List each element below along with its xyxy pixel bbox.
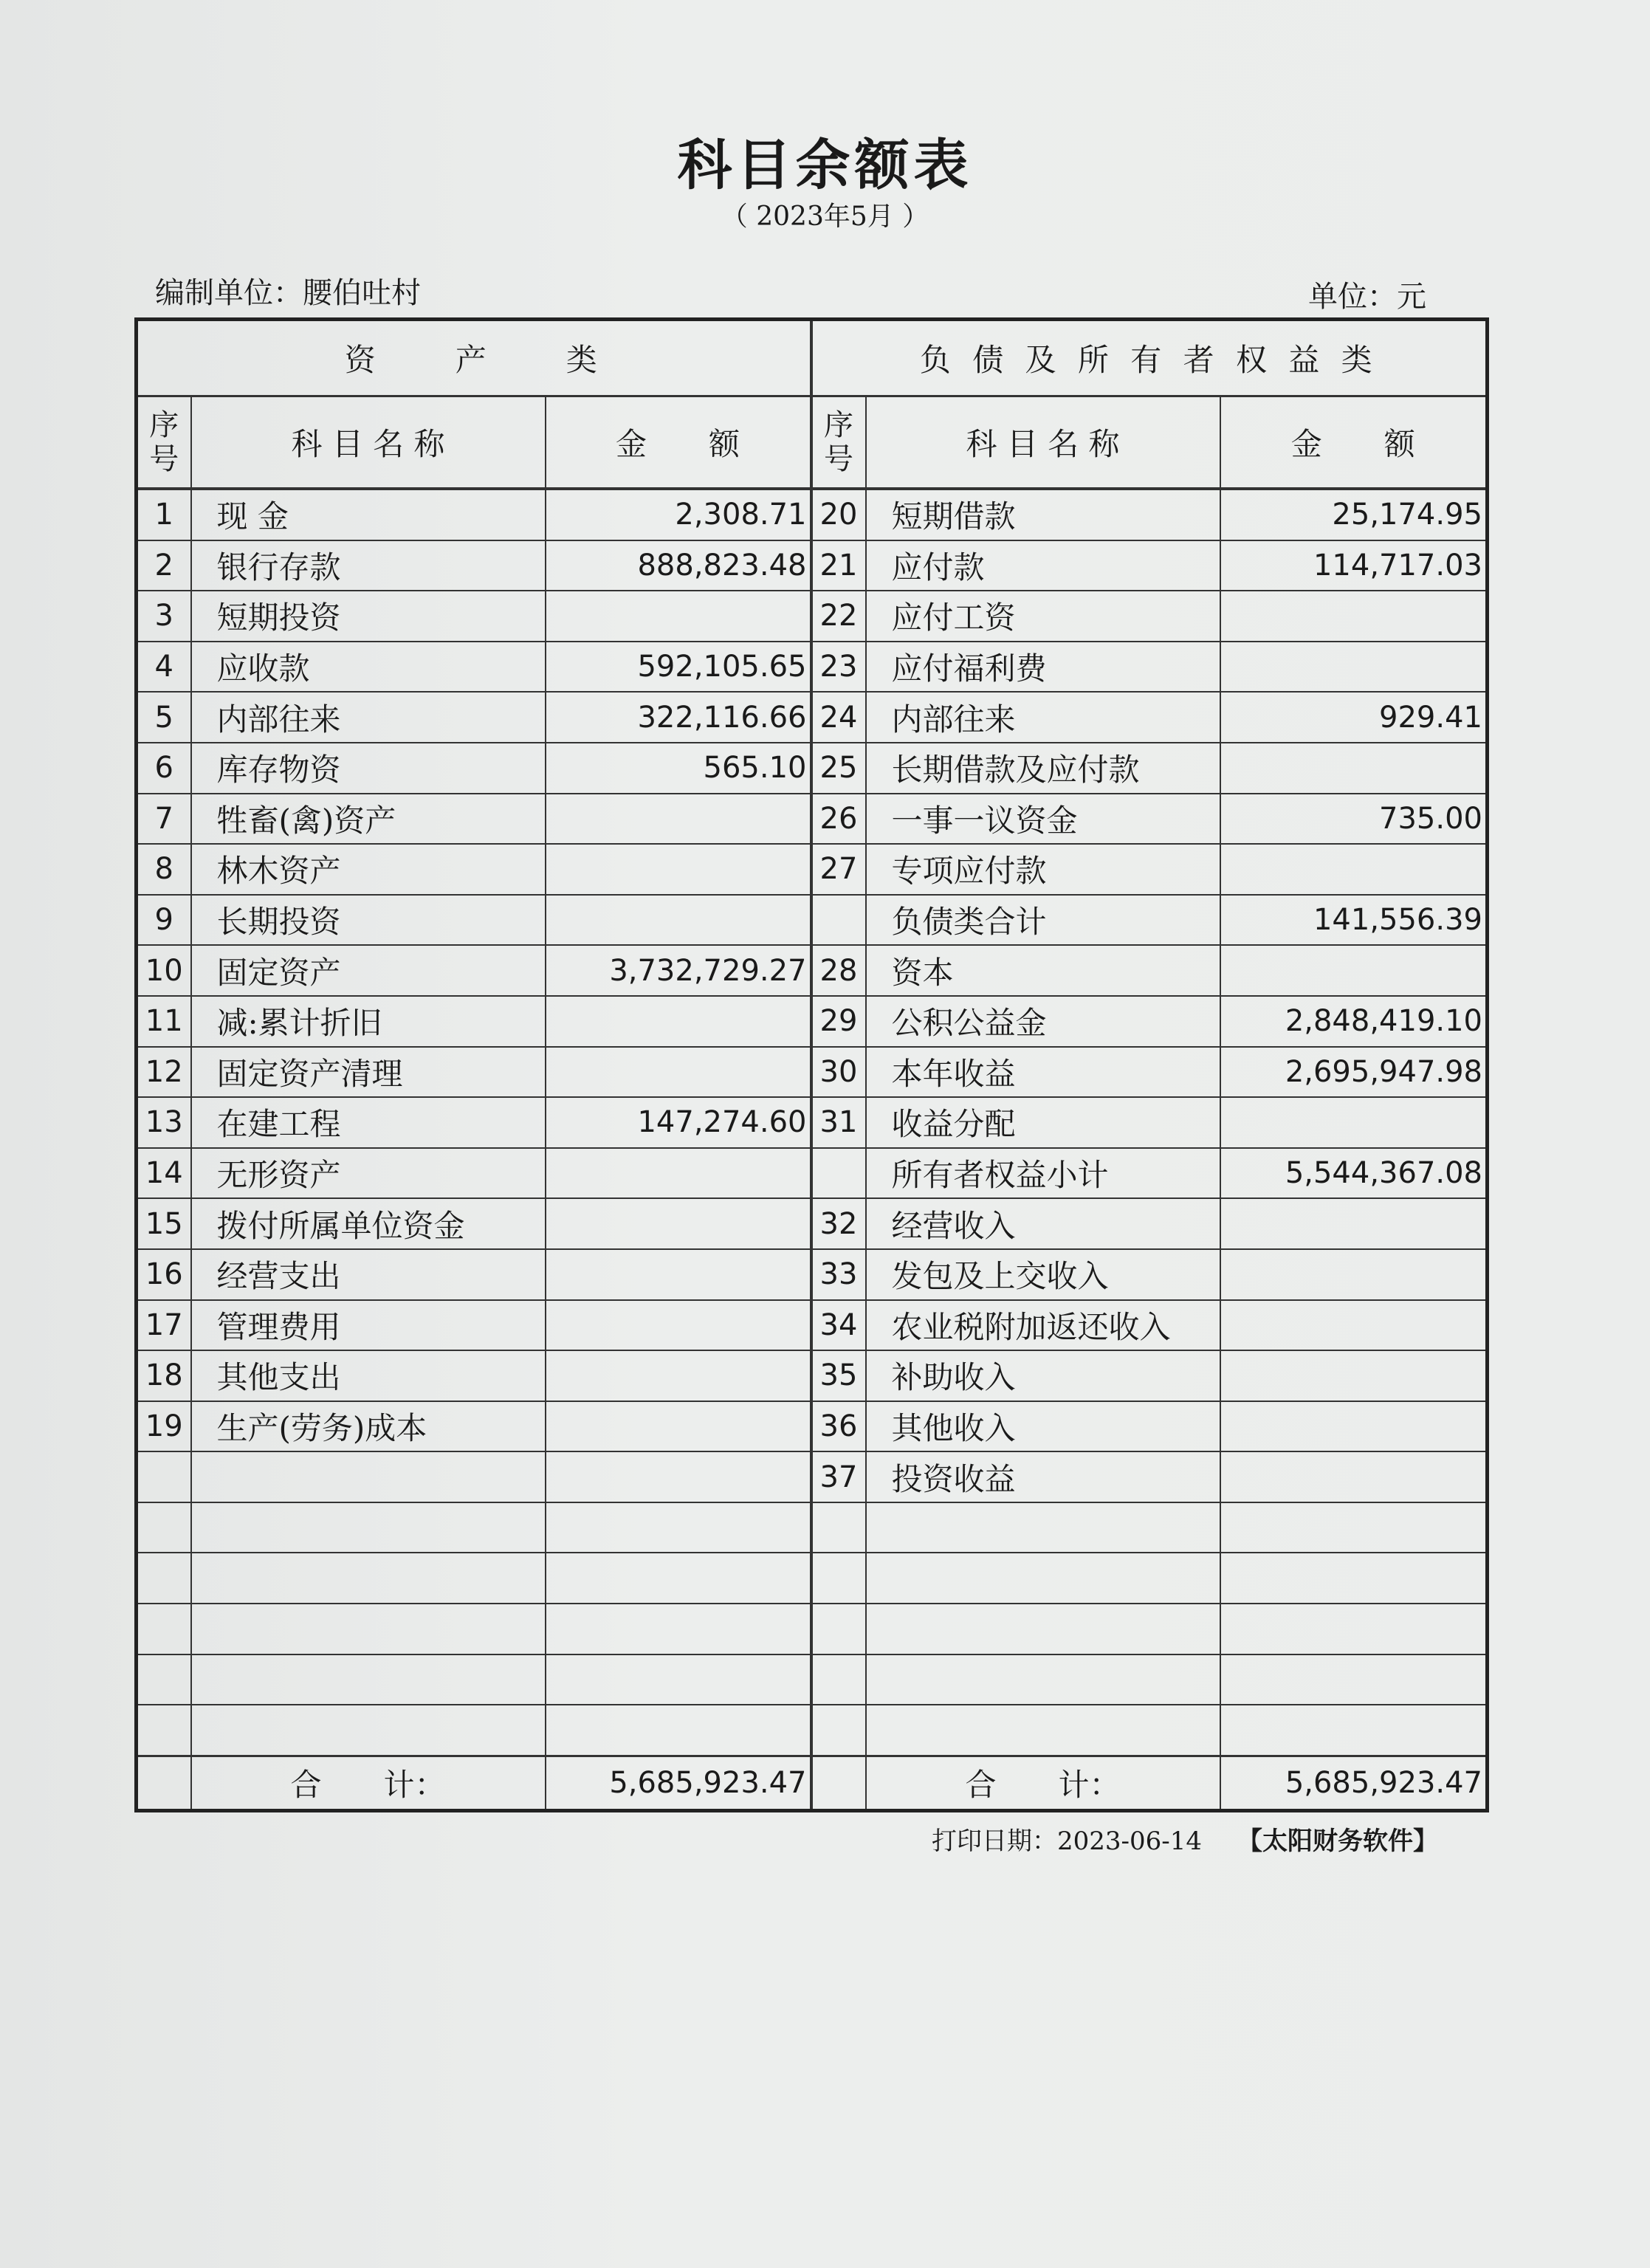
liability-seq <box>811 1148 866 1199</box>
assets-total-label: 合 计： <box>191 1756 546 1810</box>
table-row <box>137 489 1488 540</box>
liability-name: 应付款 <box>866 540 1220 591</box>
liability-seq: 24 <box>811 692 866 743</box>
liability-amount <box>1220 1502 1488 1553</box>
asset-name <box>191 1553 546 1604</box>
org-label: 编制单位：腰伯吐村 <box>155 276 421 310</box>
liability-seq: 27 <box>811 844 866 895</box>
asset-amount <box>546 1451 811 1502</box>
asset-name: 林木资产 <box>191 844 546 895</box>
assets-section-header: 资 产 类 <box>137 320 811 396</box>
liability-name: 应付工资 <box>866 591 1220 642</box>
liability-name: 本年收益 <box>866 1047 1220 1098</box>
liability-name: 收益分配 <box>866 1097 1220 1148</box>
liability-amount: 735.00 <box>1220 794 1488 845</box>
asset-seq <box>137 1654 191 1705</box>
balance-table <box>134 317 1489 1812</box>
asset-seq: 7 <box>137 794 191 845</box>
asset-amount <box>546 1047 811 1098</box>
asset-seq: 12 <box>137 1047 191 1098</box>
liability-amount <box>1220 844 1488 895</box>
liability-amount: 929.41 <box>1220 692 1488 743</box>
asset-amount <box>546 1502 811 1553</box>
liability-seq: 36 <box>811 1401 866 1452</box>
asset-amount <box>546 1654 811 1705</box>
asset-seq: 9 <box>137 895 191 946</box>
table-row <box>137 1300 1488 1351</box>
liability-seq: 31 <box>811 1097 866 1148</box>
liabilities-total-amount: 5,685,923.47 <box>1220 1756 1488 1810</box>
asset-amount: 888,823.48 <box>546 540 811 591</box>
asset-name <box>191 1654 546 1705</box>
asset-name: 生产(劳务)成本 <box>191 1401 546 1452</box>
table-row <box>137 996 1488 1047</box>
table-row <box>137 1705 1488 1756</box>
asset-seq: 5 <box>137 692 191 743</box>
liability-name <box>866 1553 1220 1604</box>
asset-amount: 592,105.65 <box>546 642 811 693</box>
liability-amount <box>1220 1300 1488 1351</box>
asset-amount <box>546 1300 811 1351</box>
asset-amount <box>546 1148 811 1199</box>
liabilities-total-label: 合 计： <box>866 1756 1220 1810</box>
assets-total-amount: 5,685,923.47 <box>546 1756 811 1810</box>
asset-seq <box>137 1451 191 1502</box>
liability-seq: 32 <box>811 1198 866 1249</box>
liability-name: 农业税附加返还收入 <box>866 1300 1220 1351</box>
liabilities-section-header: 负 债 及 所 有 者 权 益 类 <box>811 320 1488 396</box>
liability-name: 专项应付款 <box>866 844 1220 895</box>
liability-name: 应付福利费 <box>866 642 1220 693</box>
asset-name: 无形资产 <box>191 1148 546 1199</box>
total-row <box>137 1756 1488 1810</box>
table-row <box>137 743 1488 794</box>
asset-amount <box>546 1553 811 1604</box>
asset-name: 库存物资 <box>191 743 546 794</box>
liability-amount <box>1220 743 1488 794</box>
liability-amount: 2,695,947.98 <box>1220 1047 1488 1098</box>
asset-amount: 3,732,729.27 <box>546 945 811 996</box>
asset-name: 牲畜(禽)资产 <box>191 794 546 845</box>
liability-name: 投资收益 <box>866 1451 1220 1502</box>
table-row <box>137 844 1488 895</box>
liability-seq: 29 <box>811 996 866 1047</box>
asset-seq: 1 <box>137 489 191 540</box>
asset-amount: 565.10 <box>546 743 811 794</box>
currency-unit-label: 单位：元 <box>1308 280 1426 314</box>
asset-seq: 10 <box>137 945 191 996</box>
print-date: 打印日期：2023-06-14 <box>932 1827 1203 1856</box>
asset-name <box>191 1705 546 1756</box>
asset-seq <box>137 1553 191 1604</box>
asset-seq: 16 <box>137 1249 191 1300</box>
liability-seq <box>811 1502 866 1553</box>
asset-name: 应收款 <box>191 642 546 693</box>
liability-amount <box>1220 591 1488 642</box>
liability-amount <box>1220 1097 1488 1148</box>
asset-amount <box>546 1401 811 1452</box>
asset-seq: 11 <box>137 996 191 1047</box>
asset-seq: 4 <box>137 642 191 693</box>
liability-amount <box>1220 1350 1488 1401</box>
liability-seq: 35 <box>811 1350 866 1401</box>
asset-amount: 2,308.71 <box>546 489 811 540</box>
asset-amount <box>546 1350 811 1401</box>
name-header-right: 科 目 名 称 <box>866 396 1220 489</box>
liability-seq: 37 <box>811 1451 866 1502</box>
liability-seq <box>811 1705 866 1756</box>
liability-amount <box>1220 945 1488 996</box>
asset-seq: 3 <box>137 591 191 642</box>
liability-amount: 2,848,419.10 <box>1220 996 1488 1047</box>
table-row <box>137 945 1488 996</box>
asset-seq: 8 <box>137 844 191 895</box>
liability-name: 一事一议资金 <box>866 794 1220 845</box>
liability-seq <box>811 1553 866 1604</box>
liability-seq: 33 <box>811 1249 866 1300</box>
liability-amount: 5,544,367.08 <box>1220 1148 1488 1199</box>
asset-amount <box>546 1249 811 1300</box>
liability-name: 负债类合计 <box>866 895 1220 946</box>
seq-header-right: 序号 <box>811 396 866 489</box>
table-row <box>137 1654 1488 1705</box>
asset-name: 长期投资 <box>191 895 546 946</box>
asset-amount <box>546 1604 811 1654</box>
asset-seq <box>137 1604 191 1654</box>
asset-seq: 14 <box>137 1148 191 1199</box>
amount-header-right: 金 额 <box>1220 396 1488 489</box>
asset-name <box>191 1451 546 1502</box>
seq-header-left: 序号 <box>137 396 191 489</box>
table-row <box>137 1350 1488 1401</box>
column-header-row <box>137 396 1488 489</box>
asset-seq: 17 <box>137 1300 191 1351</box>
asset-name: 固定资产清理 <box>191 1047 546 1098</box>
table-row <box>137 1502 1488 1553</box>
liability-amount <box>1220 1553 1488 1604</box>
liability-amount <box>1220 1604 1488 1654</box>
name-header-left: 科 目 名 称 <box>191 396 546 489</box>
asset-name: 拨付所属单位资金 <box>191 1198 546 1249</box>
liability-amount <box>1220 1401 1488 1452</box>
software-name: 【太阳财务软件】 <box>1237 1827 1439 1856</box>
asset-name: 短期投资 <box>191 591 546 642</box>
asset-seq: 6 <box>137 743 191 794</box>
asset-seq <box>137 1502 191 1553</box>
liability-name: 内部往来 <box>866 692 1220 743</box>
liability-name <box>866 1502 1220 1553</box>
asset-amount <box>546 844 811 895</box>
liability-amount: 114,717.03 <box>1220 540 1488 591</box>
liability-seq: 21 <box>811 540 866 591</box>
table-row <box>137 1451 1488 1502</box>
report-period: （ 2023年5月 ） <box>721 202 929 232</box>
liability-seq: 23 <box>811 642 866 693</box>
liability-seq: 28 <box>811 945 866 996</box>
liability-amount <box>1220 1654 1488 1705</box>
liability-seq <box>811 895 866 946</box>
liability-amount <box>1220 1198 1488 1249</box>
liability-name: 经营收入 <box>866 1198 1220 1249</box>
liability-amount <box>1220 1249 1488 1300</box>
asset-seq: 13 <box>137 1097 191 1148</box>
liability-amount: 25,174.95 <box>1220 489 1488 540</box>
liability-amount <box>1220 1705 1488 1756</box>
table-row <box>137 1148 1488 1199</box>
asset-name: 经营支出 <box>191 1249 546 1300</box>
liability-seq: 22 <box>811 591 866 642</box>
liability-name: 所有者权益小计 <box>866 1148 1220 1199</box>
asset-amount <box>546 591 811 642</box>
liability-amount: 141,556.39 <box>1220 895 1488 946</box>
asset-name: 现 金 <box>191 489 546 540</box>
liability-name: 公积公益金 <box>866 996 1220 1047</box>
liability-amount <box>1220 642 1488 693</box>
asset-seq: 19 <box>137 1401 191 1452</box>
asset-seq: 2 <box>137 540 191 591</box>
liability-seq: 20 <box>811 489 866 540</box>
liability-name: 发包及上交收入 <box>866 1249 1220 1300</box>
table-row <box>137 1047 1488 1098</box>
liability-name <box>866 1604 1220 1654</box>
table-row <box>137 1604 1488 1654</box>
table-row <box>137 642 1488 693</box>
asset-name: 内部往来 <box>191 692 546 743</box>
table-row <box>137 794 1488 845</box>
asset-name <box>191 1604 546 1654</box>
asset-amount <box>546 1198 811 1249</box>
liability-name: 短期借款 <box>866 489 1220 540</box>
asset-amount <box>546 996 811 1047</box>
table-row <box>137 1401 1488 1452</box>
asset-name: 在建工程 <box>191 1097 546 1148</box>
liability-name: 补助收入 <box>866 1350 1220 1401</box>
amount-header-left: 金 额 <box>546 396 811 489</box>
table-row <box>137 1249 1488 1300</box>
asset-name: 管理费用 <box>191 1300 546 1351</box>
liability-seq: 34 <box>811 1300 866 1351</box>
asset-amount: 147,274.60 <box>546 1097 811 1148</box>
liability-amount <box>1220 1451 1488 1502</box>
section-header-row <box>137 320 1488 396</box>
asset-name: 其他支出 <box>191 1350 546 1401</box>
asset-name: 银行存款 <box>191 540 546 591</box>
asset-name <box>191 1502 546 1553</box>
page-title: 科目余额表 <box>677 134 973 197</box>
liability-name: 长期借款及应付款 <box>866 743 1220 794</box>
liability-seq <box>811 1654 866 1705</box>
liability-name <box>866 1654 1220 1705</box>
liability-seq: 30 <box>811 1047 866 1098</box>
table-row <box>137 1553 1488 1604</box>
table-row <box>137 692 1488 743</box>
asset-amount <box>546 794 811 845</box>
liability-name: 资本 <box>866 945 1220 996</box>
table-row <box>137 895 1488 946</box>
asset-amount <box>546 1705 811 1756</box>
asset-amount <box>546 895 811 946</box>
asset-seq: 15 <box>137 1198 191 1249</box>
asset-name: 固定资产 <box>191 945 546 996</box>
liability-seq: 25 <box>811 743 866 794</box>
asset-amount: 322,116.66 <box>546 692 811 743</box>
liability-name: 其他收入 <box>866 1401 1220 1452</box>
table-row <box>137 1097 1488 1148</box>
table-row <box>137 1198 1488 1249</box>
liability-seq <box>811 1604 866 1654</box>
asset-seq <box>137 1705 191 1756</box>
asset-seq: 18 <box>137 1350 191 1401</box>
print-footer <box>932 1821 1438 1857</box>
table-row <box>137 540 1488 591</box>
liability-seq: 26 <box>811 794 866 845</box>
asset-name: 减:累计折旧 <box>191 996 546 1047</box>
table-row <box>137 591 1488 642</box>
liability-name <box>866 1705 1220 1756</box>
